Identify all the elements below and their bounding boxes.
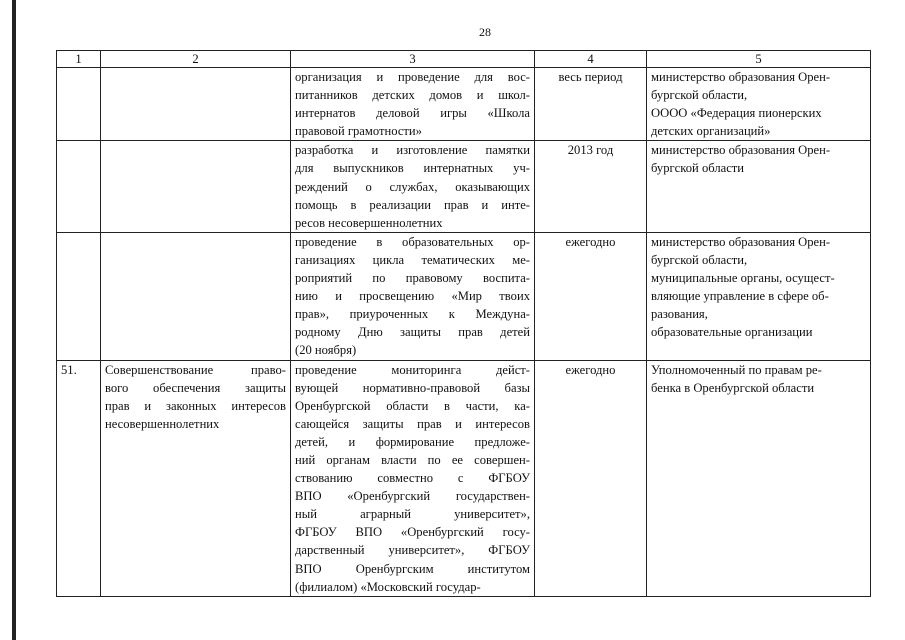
executor-cell <box>647 232 871 360</box>
executor-cell-line: бенка в Оренбургской области <box>651 380 815 395</box>
measure-title-cell <box>101 141 291 232</box>
executor-cell-line: муниципальные органы, осущест- <box>651 271 835 286</box>
activity-cell-line: для выпускников интернатных уч- <box>295 161 530 176</box>
period-cell: весь период <box>535 68 647 141</box>
activity-cell-line: разработка и изготовление памятки <box>295 143 530 158</box>
measure-title-cell-line: вого обеспечения защиты <box>105 380 286 395</box>
row-number-cell: 51. <box>57 360 101 596</box>
activity-cell-line: (20 ноября) <box>295 343 357 358</box>
activity-cell-line: ФГБОУ ВПО «Оренбургский госу- <box>295 525 530 540</box>
table-row <box>57 360 871 596</box>
activity-cell-line: проведение в образовательных ор- <box>295 234 530 249</box>
period-cell: ежегодно <box>535 360 647 596</box>
activity-cell-line: нию и просвещению «Мир твоих <box>295 289 530 304</box>
activity-cell-line: проведение мониторинга дейст- <box>295 362 530 377</box>
executor-cell-line: министерство образования Орен- <box>651 234 831 249</box>
activity-cell-line: ний органам власти по ее совершен- <box>295 452 530 467</box>
column-header-2: 2 <box>101 51 291 68</box>
measure-title-cell-line: прав и законных интересов <box>105 398 286 413</box>
column-header-1: 1 <box>57 51 101 68</box>
activity-cell-line: детей, и формирование предложе- <box>295 434 530 449</box>
activity-cell-line: дарственный университет», ФГБОУ <box>295 543 530 558</box>
activity-cell-line: роприятий по правовому воспита- <box>295 271 530 286</box>
period-cell: 2013 год <box>535 141 647 232</box>
row-number-cell <box>57 68 101 141</box>
column-header-5: 5 <box>647 51 871 68</box>
executor-cell-line: Уполномоченный по правам ре- <box>651 362 822 377</box>
activity-cell-line: ный аграрный университет», <box>295 507 530 522</box>
executor-cell <box>647 68 871 141</box>
activity-cell-line: вующей нормативно-правовой базы <box>295 380 530 395</box>
executor-cell-line: бургской области, <box>651 88 748 103</box>
activity-cell <box>291 232 535 360</box>
period-cell: ежегодно <box>535 232 647 360</box>
activity-cell-line: родному Дню защиты прав детей <box>295 325 530 340</box>
activity-cell-line: ствованию совместно с ФГБОУ <box>295 471 530 486</box>
executor-cell-line: детских организаций» <box>651 124 771 139</box>
table-row <box>57 232 871 360</box>
measure-title-cell <box>101 360 291 596</box>
executor-cell-line: бургской области <box>651 161 745 176</box>
activity-cell-line: организация и проведение для вос- <box>295 70 530 84</box>
executor-cell-line: министерство образования Орен- <box>651 143 831 158</box>
row-number-cell <box>57 141 101 232</box>
activity-cell <box>291 141 535 232</box>
measure-title-cell <box>101 68 291 141</box>
page-number: 28 <box>479 25 491 39</box>
executor-cell-line: разования, <box>651 307 708 322</box>
executor-cell-line: образовательные организации <box>651 325 813 340</box>
activity-cell-line: сающейся защиты прав и интересов <box>295 416 530 431</box>
activity-cell-line: ресов несовершеннолетних <box>295 215 443 230</box>
activity-cell-line: правовой грамотности» <box>295 124 422 139</box>
activity-cell-line: интернатов деловой игры «Школа <box>295 106 530 121</box>
scan-edge-shadow <box>12 0 16 640</box>
activity-cell <box>291 68 535 141</box>
activity-cell-line: ганизациях цикла тематических ме- <box>295 252 530 267</box>
executor-cell-line: ОООО «Федерация пионерских <box>651 106 822 121</box>
table-row <box>57 141 871 232</box>
table-body <box>57 68 871 597</box>
table-row <box>57 68 871 141</box>
activity-cell <box>291 360 535 596</box>
executor-cell-line: министерство образования Орен- <box>651 70 831 84</box>
plan-table <box>56 50 871 597</box>
activity-cell-line: ВПО «Оренбургский государствен- <box>295 489 530 504</box>
activity-cell-line: Оренбургской области в части, ка- <box>295 398 530 413</box>
row-number-cell <box>57 232 101 360</box>
column-number-header-row <box>57 51 871 68</box>
measure-title-cell <box>101 232 291 360</box>
measure-title-cell-line: несовершеннолетних <box>105 416 220 431</box>
activity-cell-line: ВПО Оренбургским институтом <box>295 561 530 576</box>
activity-cell-line: помощь в реализации прав и инте- <box>295 197 530 212</box>
column-header-3: 3 <box>291 51 535 68</box>
column-header-4: 4 <box>535 51 647 68</box>
measure-title-cell-line: Совершенствование право- <box>105 362 286 377</box>
executor-cell-line: бургской области, <box>651 252 748 267</box>
activity-cell-line: (филиалом) «Московский государ- <box>295 579 481 594</box>
activity-cell-line: реждений о службах, оказывающих <box>295 179 530 194</box>
activity-cell-line: питанников детских домов и школ- <box>295 88 530 103</box>
executor-cell <box>647 141 871 232</box>
executor-cell-line: вляющие управление в сфере об- <box>651 289 829 304</box>
executor-cell <box>647 360 871 596</box>
activity-cell-line: прав», приуроченных к Междуна- <box>295 307 530 322</box>
